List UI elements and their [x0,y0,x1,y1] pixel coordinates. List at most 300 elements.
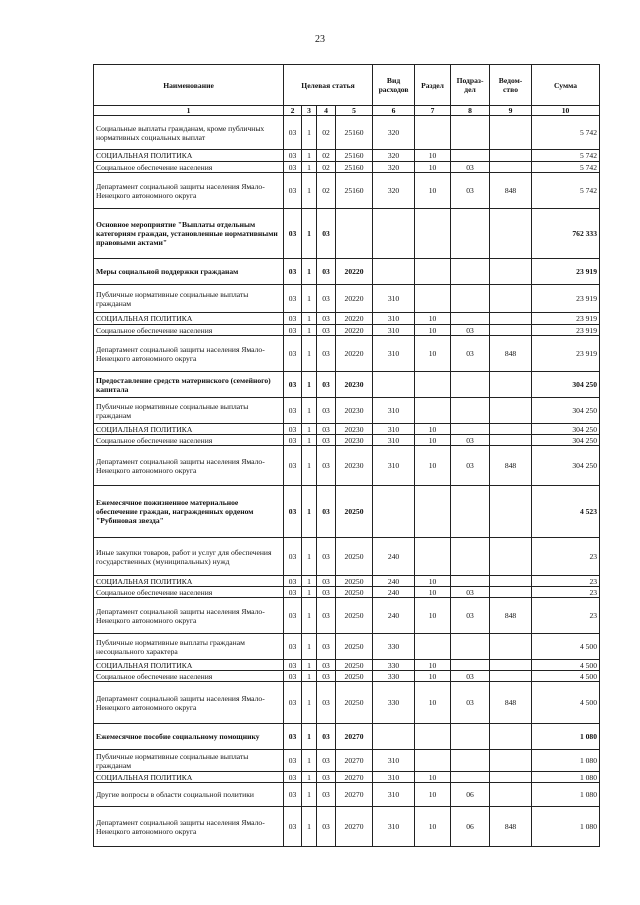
cell-target-code-program: 03 [284,783,302,807]
cell-target-code-direction: 20220 [336,259,373,285]
cell-target-code-activity: 03 [317,783,336,807]
cell-department-code [490,660,532,671]
cell-sum: 4 500 [532,660,600,671]
column-number: 10 [532,106,600,116]
cell-department-code: 848 [490,682,532,724]
cell-target-code-subprogram: 1 [302,209,317,259]
cell-row-name: Публичные нормативные социальные выплаты гражданам [94,398,284,424]
cell-subsection: 03 [451,336,490,372]
cell-section [415,116,451,150]
cell-target-code-subprogram: 1 [302,724,317,750]
cell-row-name: СОЦИАЛЬНАЯ ПОЛИТИКА [94,424,284,435]
cell-department-code [490,538,532,576]
cell-target-code-subprogram: 1 [302,486,317,538]
table-row [94,660,600,671]
cell-sum: 23 919 [532,336,600,372]
cell-target-code-activity: 03 [317,660,336,671]
cell-section: 10 [415,587,451,598]
table-row [94,783,600,807]
cell-target-code-program: 03 [284,682,302,724]
cell-row-name: Меры социальной поддержки гражданам [94,259,284,285]
cell-target-code-subprogram: 1 [302,162,317,173]
cell-row-name: Социальное обеспечение населения [94,587,284,598]
cell-department-code: 848 [490,336,532,372]
cell-sum: 762 333 [532,209,600,259]
cell-target-code-direction: 20270 [336,807,373,847]
cell-expense-type: 310 [373,313,415,325]
cell-subsection: 03 [451,598,490,634]
cell-target-code-activity: 03 [317,313,336,325]
cell-section [415,724,451,750]
cell-target-code-program: 03 [284,486,302,538]
cell-target-code-direction: 20230 [336,372,373,398]
cell-expense-type: 240 [373,587,415,598]
cell-target-code-direction: 20250 [336,671,373,682]
cell-subsection [451,150,490,162]
cell-subsection: 06 [451,783,490,807]
cell-section: 10 [415,598,451,634]
cell-sum: 5 742 [532,116,600,150]
cell-target-code-activity: 03 [317,634,336,660]
table-row [94,209,600,259]
cell-expense-type: 310 [373,750,415,772]
cell-target-code-subprogram: 1 [302,173,317,209]
cell-sum: 23 [532,576,600,587]
table-row [94,576,600,587]
cell-sum: 304 250 [532,398,600,424]
cell-target-code-program: 03 [284,807,302,847]
cell-sum: 23 [532,538,600,576]
cell-target-code-program: 03 [284,446,302,486]
cell-target-code-program: 03 [284,435,302,446]
cell-row-name: Департамент социальной защиты населения Ямало-Ненецкого автономного округа [94,807,284,847]
cell-expense-type: 320 [373,150,415,162]
cell-target-code-activity: 03 [317,671,336,682]
cell-target-code-subprogram: 1 [302,116,317,150]
cell-sum: 23 919 [532,313,600,325]
cell-row-name: Социальное обеспечение населения [94,435,284,446]
cell-department-code [490,150,532,162]
cell-department-code [490,435,532,446]
cell-department-code [490,750,532,772]
header-target-article: Целевая статья [284,65,373,106]
cell-target-code-program: 03 [284,660,302,671]
cell-expense-type: 240 [373,538,415,576]
cell-subsection: 03 [451,682,490,724]
table-row [94,313,600,325]
table-row [94,587,600,598]
cell-section: 10 [415,807,451,847]
cell-subsection [451,209,490,259]
cell-subsection: 03 [451,671,490,682]
cell-target-code-program: 03 [284,209,302,259]
page-number: 23 [315,34,325,45]
table-row [94,259,600,285]
cell-department-code [490,576,532,587]
header-section: Раздел [415,65,451,106]
cell-target-code-direction: 20250 [336,538,373,576]
table-row [94,671,600,682]
cell-section [415,209,451,259]
cell-expense-type: 310 [373,285,415,313]
cell-target-code-subprogram: 1 [302,772,317,783]
cell-subsection [451,398,490,424]
cell-expense-type: 320 [373,162,415,173]
cell-section [415,398,451,424]
cell-target-code-direction: 25160 [336,173,373,209]
cell-row-name: СОЦИАЛЬНАЯ ПОЛИТИКА [94,660,284,671]
cell-section: 10 [415,783,451,807]
table-body [94,116,600,847]
cell-row-name: Департамент социальной защиты населения Ямало-Ненецкого автономного округа [94,446,284,486]
cell-target-code-program: 03 [284,634,302,660]
cell-section [415,750,451,772]
cell-target-code-program: 03 [284,671,302,682]
table-row [94,682,600,724]
cell-row-name: Департамент социальной защиты населения Ямало-Ненецкого автономного округа [94,598,284,634]
cell-department-code [490,486,532,538]
cell-target-code-program: 03 [284,313,302,325]
cell-target-code-program: 03 [284,336,302,372]
cell-target-code-subprogram: 1 [302,750,317,772]
cell-target-code-subprogram: 1 [302,660,317,671]
cell-row-name: Социальное обеспечение населения [94,162,284,173]
cell-target-code-direction: 20270 [336,750,373,772]
cell-target-code-subprogram: 1 [302,435,317,446]
cell-target-code-activity: 03 [317,538,336,576]
cell-target-code-program: 03 [284,259,302,285]
cell-target-code-program: 03 [284,424,302,435]
table-row [94,372,600,398]
cell-sum: 1 080 [532,807,600,847]
table-row [94,150,600,162]
cell-target-code-program: 03 [284,724,302,750]
cell-target-code-direction: 20230 [336,398,373,424]
cell-expense-type: 320 [373,116,415,150]
cell-target-code-program: 03 [284,750,302,772]
cell-sum: 5 742 [532,150,600,162]
budget-table [93,64,600,847]
cell-subsection [451,538,490,576]
cell-target-code-program: 03 [284,285,302,313]
cell-subsection [451,576,490,587]
cell-target-code-activity: 03 [317,446,336,486]
cell-target-code-direction: 20250 [336,682,373,724]
cell-row-name: Социальное обеспечение населения [94,671,284,682]
column-number: 8 [451,106,490,116]
cell-department-code: 848 [490,446,532,486]
cell-sum: 1 080 [532,772,600,783]
cell-target-code-subprogram: 1 [302,783,317,807]
table-row [94,285,600,313]
column-number: 3 [302,106,317,116]
cell-target-code-activity: 03 [317,724,336,750]
cell-target-code-direction: 20250 [336,660,373,671]
cell-target-code-direction: 25160 [336,150,373,162]
cell-row-name: СОЦИАЛЬНАЯ ПОЛИТИКА [94,313,284,325]
cell-target-code-program: 03 [284,162,302,173]
cell-subsection [451,285,490,313]
cell-target-code-activity: 03 [317,750,336,772]
cell-target-code-direction: 20220 [336,336,373,372]
cell-section [415,634,451,660]
column-number: 6 [373,106,415,116]
cell-expense-type: 240 [373,576,415,587]
cell-expense-type: 310 [373,807,415,847]
column-number: 7 [415,106,451,116]
cell-target-code-direction: 20250 [336,576,373,587]
cell-department-code [490,325,532,336]
cell-target-code-activity: 02 [317,173,336,209]
cell-sum: 304 250 [532,435,600,446]
cell-section: 10 [415,313,451,325]
cell-department-code: 848 [490,598,532,634]
cell-target-code-subprogram: 1 [302,285,317,313]
cell-target-code-activity: 03 [317,259,336,285]
table-row [94,398,600,424]
cell-subsection [451,372,490,398]
cell-target-code-program: 03 [284,772,302,783]
cell-target-code-direction [336,209,373,259]
cell-sum: 23 [532,587,600,598]
cell-target-code-direction: 20220 [336,313,373,325]
header-row [94,65,600,106]
cell-expense-type: 330 [373,682,415,724]
cell-subsection [451,660,490,671]
cell-subsection: 03 [451,587,490,598]
cell-target-code-subprogram: 1 [302,598,317,634]
cell-target-code-program: 03 [284,150,302,162]
cell-department-code [490,772,532,783]
cell-target-code-program: 03 [284,598,302,634]
cell-section [415,372,451,398]
cell-section: 10 [415,660,451,671]
cell-expense-type: 240 [373,598,415,634]
cell-sum: 1 080 [532,783,600,807]
header-sum: Сумма [532,65,600,106]
cell-target-code-activity: 02 [317,116,336,150]
cell-expense-type: 310 [373,435,415,446]
table-row [94,325,600,336]
cell-target-code-subprogram: 1 [302,634,317,660]
cell-sum: 4 500 [532,634,600,660]
cell-target-code-program: 03 [284,116,302,150]
cell-section [415,538,451,576]
cell-row-name: Публичные нормативные социальные выплаты гражданам [94,285,284,313]
cell-sum: 304 250 [532,372,600,398]
cell-target-code-activity: 03 [317,372,336,398]
cell-department-code [490,162,532,173]
cell-expense-type [373,372,415,398]
cell-department-code [490,209,532,259]
cell-section: 10 [415,162,451,173]
header-expense-type: Вид расходов [373,65,415,106]
cell-expense-type [373,486,415,538]
column-number: 5 [336,106,373,116]
cell-section: 10 [415,772,451,783]
cell-target-code-program: 03 [284,587,302,598]
cell-subsection [451,486,490,538]
cell-target-code-direction: 20250 [336,598,373,634]
cell-subsection: 03 [451,325,490,336]
table-row [94,336,600,372]
table-row [94,162,600,173]
cell-target-code-program: 03 [284,398,302,424]
cell-section: 10 [415,682,451,724]
cell-expense-type: 310 [373,398,415,424]
cell-sum: 4 500 [532,682,600,724]
cell-department-code [490,313,532,325]
cell-target-code-subprogram: 1 [302,398,317,424]
cell-department-code [490,116,532,150]
cell-row-name: СОЦИАЛЬНАЯ ПОЛИТИКА [94,150,284,162]
cell-target-code-program: 03 [284,325,302,336]
cell-target-code-subprogram: 1 [302,150,317,162]
table-row [94,486,600,538]
cell-row-name: Публичные нормативные социальные выплаты гражданам [94,750,284,772]
cell-department-code [490,587,532,598]
cell-target-code-activity: 03 [317,435,336,446]
cell-target-code-subprogram: 1 [302,336,317,372]
cell-target-code-program: 03 [284,576,302,587]
cell-row-name: Социальные выплаты гражданам, кроме публичных нормативных социальных выплат [94,116,284,150]
cell-target-code-activity: 03 [317,598,336,634]
cell-row-name: СОЦИАЛЬНАЯ ПОЛИТИКА [94,772,284,783]
cell-row-name: СОЦИАЛЬНАЯ ПОЛИТИКА [94,576,284,587]
cell-section: 10 [415,671,451,682]
table-row [94,750,600,772]
cell-target-code-direction: 25160 [336,116,373,150]
cell-target-code-activity: 02 [317,162,336,173]
cell-department-code [490,424,532,435]
cell-row-name: Департамент социальной защиты населения Ямало-Ненецкого автономного округа [94,682,284,724]
cell-row-name: Департамент социальной защиты населения Ямало-Ненецкого автономного округа [94,336,284,372]
cell-row-name: Ежемесячное пособие социальному помощнику [94,724,284,750]
cell-subsection [451,772,490,783]
cell-section [415,486,451,538]
cell-target-code-direction: 25160 [336,162,373,173]
cell-target-code-activity: 03 [317,682,336,724]
cell-target-code-subprogram: 1 [302,446,317,486]
column-number: 4 [317,106,336,116]
cell-row-name: Публичные нормативные выплаты гражданам несоциального характера [94,634,284,660]
cell-target-code-program: 03 [284,538,302,576]
column-number: 9 [490,106,532,116]
cell-expense-type: 330 [373,660,415,671]
cell-target-code-subprogram: 1 [302,576,317,587]
cell-target-code-subprogram: 1 [302,538,317,576]
cell-department-code: 848 [490,807,532,847]
cell-target-code-direction: 20270 [336,783,373,807]
cell-sum: 1 080 [532,750,600,772]
cell-subsection: 03 [451,446,490,486]
cell-section: 10 [415,435,451,446]
cell-target-code-program: 03 [284,173,302,209]
cell-expense-type: 310 [373,772,415,783]
cell-sum: 5 742 [532,173,600,209]
table-row [94,807,600,847]
cell-sum: 304 250 [532,446,600,486]
cell-target-code-direction: 20230 [336,446,373,486]
cell-expense-type: 310 [373,446,415,486]
cell-target-code-activity: 03 [317,398,336,424]
table-row [94,634,600,660]
cell-expense-type: 330 [373,671,415,682]
cell-target-code-direction: 20230 [336,435,373,446]
cell-section: 10 [415,325,451,336]
cell-target-code-direction: 20270 [336,772,373,783]
cell-section: 10 [415,173,451,209]
cell-department-code: 848 [490,173,532,209]
column-number-row [94,106,600,116]
cell-subsection: 03 [451,435,490,446]
cell-section: 10 [415,424,451,435]
cell-expense-type: 310 [373,783,415,807]
table-row [94,173,600,209]
cell-target-code-subprogram: 1 [302,313,317,325]
header-name: Наименование [94,65,284,106]
cell-expense-type: 310 [373,325,415,336]
cell-target-code-activity: 03 [317,576,336,587]
table-row [94,538,600,576]
cell-expense-type: 320 [373,173,415,209]
cell-target-code-direction: 20230 [336,424,373,435]
cell-section: 10 [415,336,451,372]
cell-department-code [490,398,532,424]
cell-subsection: 03 [451,162,490,173]
table-row [94,724,600,750]
cell-target-code-subprogram: 1 [302,671,317,682]
cell-target-code-direction: 20220 [336,325,373,336]
cell-department-code [490,634,532,660]
cell-target-code-activity: 03 [317,336,336,372]
cell-department-code [490,372,532,398]
cell-subsection [451,259,490,285]
cell-subsection [451,634,490,660]
header-subsection: Подраз-дел [451,65,490,106]
cell-expense-type: 330 [373,634,415,660]
cell-target-code-activity: 03 [317,807,336,847]
cell-target-code-activity: 03 [317,325,336,336]
cell-sum: 4 523 [532,486,600,538]
header-department: Ведом-ство [490,65,532,106]
table-row [94,116,600,150]
cell-department-code [490,259,532,285]
cell-target-code-direction: 20220 [336,285,373,313]
cell-target-code-activity: 03 [317,772,336,783]
cell-target-code-direction: 20250 [336,634,373,660]
cell-subsection [451,313,490,325]
cell-sum: 23 919 [532,259,600,285]
cell-section: 10 [415,576,451,587]
cell-target-code-direction: 20250 [336,486,373,538]
cell-target-code-direction: 20270 [336,724,373,750]
cell-department-code [490,783,532,807]
table-row [94,446,600,486]
cell-subsection: 06 [451,807,490,847]
cell-section: 10 [415,446,451,486]
table-row [94,598,600,634]
cell-target-code-subprogram: 1 [302,325,317,336]
cell-sum: 304 250 [532,424,600,435]
cell-department-code [490,671,532,682]
cell-row-name: Социальное обеспечение населения [94,325,284,336]
table-row [94,435,600,446]
cell-subsection [451,116,490,150]
cell-subsection [451,424,490,435]
cell-sum: 4 500 [532,671,600,682]
cell-target-code-activity: 03 [317,424,336,435]
